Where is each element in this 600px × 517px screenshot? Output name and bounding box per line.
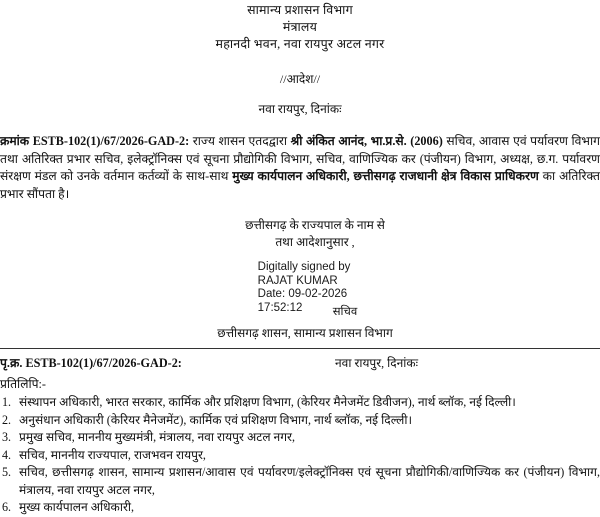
copy-to-label: प्रतिलिपि:- bbox=[0, 377, 46, 391]
endorsement-ref-row bbox=[0, 354, 600, 371]
dept-heading-line1: सामान्य प्रशासन विभाग bbox=[247, 3, 353, 17]
digital-signature-line1: Digitally signed by bbox=[257, 261, 351, 273]
header-place-date: नवा रायपुर, दिनांकः bbox=[258, 102, 342, 116]
dept-heading-line2: मंत्रालय bbox=[282, 20, 318, 34]
authority-line1: छत्तीसगढ़ के राज्यपाल के नाम से bbox=[245, 218, 385, 232]
order-text-b: सचिव, आवास एवं पर्यावरण विभाग तथा अतिरिक्त प्रभार सचिव, इलेक्ट्रॉनिक्स एवं सूचना प्रौद्योगिकी विभाग, सचिव, वाणिज्यिक कर (पंजीयन) विभाग, अध्यक्ष, छ.ग. पर्यावरण संरक्षण मंडल को उनके वर्तमान कर्तव्यों के साथ-साथ bbox=[0, 134, 600, 183]
order-text-a: राज्य शासन एतदद्वारा bbox=[189, 134, 291, 148]
dept-address: महानदी भवन, नवा रायपुर अटल नगर bbox=[215, 37, 385, 51]
list-item: 6. मुख्य कार्यपालन अधिकारी, bbox=[2, 500, 135, 514]
list-item: 5. सचिव, छत्तीसगढ़ शासन, सामान्य प्रशासन/आवास एवं पर्यावरण/इलेक्ट्रॉनिक्स एवं सूचना प्रौद्योगिकी/वाणिज्यिक कर (पंजीयन) विभाग, मंत्रालय, नवा रायपुर अटल नगर, bbox=[2, 465, 600, 497]
authority-line2: तथा आदेशानुसार , bbox=[275, 235, 355, 249]
digital-signature-date: Date: 09-02-2026 bbox=[257, 288, 348, 300]
digital-signature-name: RAJAT KUMAR bbox=[257, 274, 338, 287]
order-body bbox=[0, 133, 600, 203]
endorsement-place-date: नवा रायपुर, दिनांकः bbox=[335, 356, 419, 370]
authority-block bbox=[0, 217, 600, 251]
order-ref-label: क्रमांक bbox=[0, 134, 30, 148]
appointment-post: मुख्य कार्यपालन अधिकारी, छत्तीसगढ़ राजधानी क्षेत्र विकास प्राधिकरण bbox=[232, 169, 539, 183]
digital-signature-time: 17:52:12 bbox=[257, 301, 303, 314]
signatory-designation: सचिव bbox=[332, 305, 358, 318]
list-item: 4. सचिव, माननीय राज्यपाल, राजभवन रायपुर, bbox=[2, 447, 206, 462]
officer-name: श्री अंकित आनंद, भा.प्र.से. (2006) bbox=[290, 134, 443, 148]
digital-signature-block bbox=[0, 261, 600, 323]
copy-to-list bbox=[0, 394, 600, 517]
order-ref-number: ESTB-102(1)/67/2026-GAD-2: bbox=[32, 134, 190, 148]
signatory-department: छत्तीसगढ़ शासन, सामान्य प्रशासन विभाग bbox=[217, 326, 393, 340]
endorsement-ref: पृ.क्र. ESTB-102(1)/67/2026-GAD-2: bbox=[0, 356, 182, 370]
order-title: //आदेश// bbox=[279, 72, 321, 86]
list-item: 3. प्रमुख सचिव, माननीय मुख्यमंत्री, मंत्रालय, नवा रायपुर अटल नगर, bbox=[2, 430, 296, 444]
list-item: 2. अनुसंधान अधिकारी (केरियर मैनेजमेंट), कार्मिक एवं प्रशिक्षण विभाग, नार्थ ब्लॉक, नई दिल्ली। bbox=[2, 412, 413, 427]
divider bbox=[0, 348, 600, 349]
order-text-c: का अतिरिक्त प्रभार सौंपता है। bbox=[0, 169, 600, 201]
list-item: 1. संस्थापन अधिकारी, भारत सरकार, कार्मिक और प्रशिक्षण विभाग, (केरियर मैनेजमेंट डिवीजन), नार्थ ब्लॉक, नई दिल्ली। bbox=[2, 395, 516, 409]
